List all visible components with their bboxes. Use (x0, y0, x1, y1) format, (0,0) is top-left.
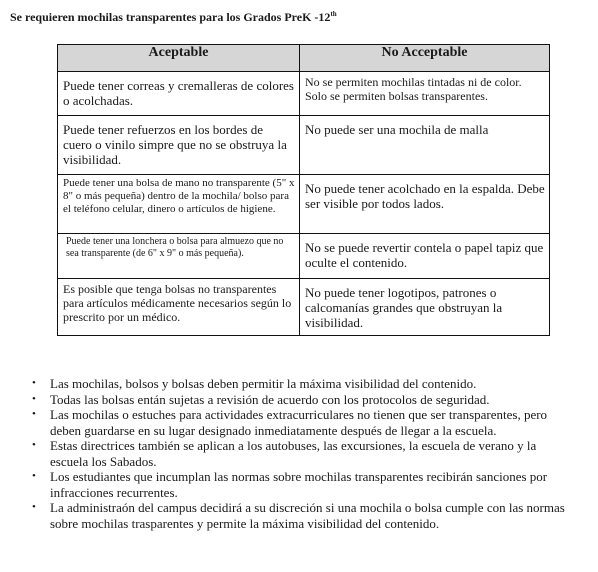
not-acceptable-cell: No se puede revertir contela o papel tapiz que oculte el contenido. (300, 234, 550, 279)
acceptable-cell: Puede tener una lonchera o bolsa para almuezo que no sea transparente (de 6" x 9" o más pequeña). (58, 234, 300, 279)
note-text: Las mochilas, bolsos y bolsas deben permitir la máxima visibilidad del contenido. (50, 376, 477, 391)
bullet-icon: • (32, 439, 36, 451)
page-title-superscript: th (330, 10, 337, 18)
note-text: La administraón del campus decidirá a su discreción si una mochila o bolsa cumple con las normas sobre mochilas trasparentes y permite la máxima visibilidad del contenido. (50, 500, 565, 531)
list-item (32, 438, 572, 469)
table-row (58, 72, 550, 116)
list-item (32, 500, 572, 531)
not-acceptable-cell: No puede tener logotipos, patrones o calcomanías grandes que obstruyan la visibilidad. (300, 279, 550, 336)
page-title (10, 10, 337, 25)
acceptable-cell: Es posible que tenga bolsas no transparentes para artículos médicamente necesarios según lo prescrito por un médico. (58, 279, 300, 336)
bullet-icon: • (32, 377, 36, 389)
not-acceptable-cell: No se permiten mochilas tintadas ni de color. Solo se permiten bolsas transparentes. (300, 72, 550, 116)
note-text: Las mochilas o estuches para actividades extracurriculares no tienen que ser transparentes, pero deben guardarse en su lugar designado inmediatamente después de llegar a la escuela. (50, 407, 548, 438)
table-row (58, 175, 550, 234)
note-text: Estas directrices también se aplican a los autobuses, las excursiones, la escuela de verano y la escuela los Sabados. (50, 438, 537, 469)
bullet-icon: • (32, 392, 36, 405)
header-not-acceptable: No Acceptable (300, 45, 550, 72)
header-acceptable: Aceptable (58, 45, 300, 72)
acceptable-cell: Puede tener correas y cremalleras de colores o acolchadas. (58, 72, 300, 116)
table-row (58, 234, 550, 279)
table-header-row (58, 45, 550, 72)
note-text: Los estudiantes que incumplan las normas sobre mochilas transparentes recibirán sanciones por infracciones recurrentes. (50, 469, 548, 500)
page-title-text: Se requieren mochilas transparentes para los Grados PreK -12 (10, 10, 331, 24)
backpack-rules-table (57, 44, 550, 336)
bullet-icon: • (32, 408, 36, 420)
note-text: Todas las bolsas entán sujetas a revisión de acuerdo con los protocolos de seguridad. (50, 391, 490, 407)
table-row (58, 116, 550, 175)
acceptable-cell: Puede tener refuerzos en los bordes de cuero o vinilo simpre que no se obstruya la visibilidad. (58, 116, 300, 175)
not-acceptable-cell: No puede ser una mochila de malla (300, 116, 550, 175)
bullet-icon: • (32, 470, 36, 482)
list-item (32, 469, 572, 500)
list-item (32, 407, 572, 438)
not-acceptable-cell: No puede tener acolchado en la espalda. Debe ser visible por todos lados. (300, 175, 550, 234)
list-item (32, 376, 572, 392)
acceptable-cell: Puede tener una bolsa de mano no transparente (5" x 8" o más pequeña) dentro de la mochila/ bolso para el teléfono celular, dinero o artículos de higiene. (58, 175, 300, 234)
notes-list (32, 376, 572, 531)
list-item (32, 392, 572, 408)
table-row (58, 279, 550, 336)
bullet-icon: • (32, 501, 36, 513)
